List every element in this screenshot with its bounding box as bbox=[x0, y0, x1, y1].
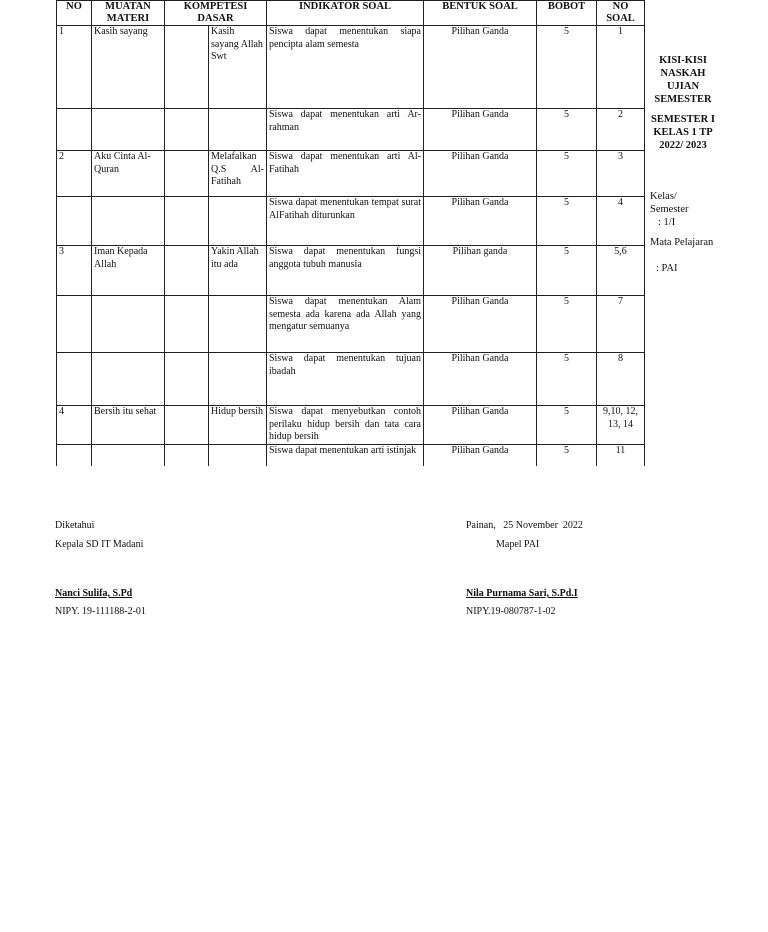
cell-indikator: Siswa dapat menentukan arti Ar-rahman bbox=[267, 109, 424, 151]
cell-muatan bbox=[92, 353, 165, 406]
cell-muatan bbox=[92, 197, 165, 246]
cell-muatan: Iman Kepada Allah bbox=[92, 246, 165, 296]
cell-bentuk: Pilihan Ganda bbox=[424, 406, 537, 445]
cell-nosoal: 3 bbox=[597, 151, 645, 197]
cell-indikator: Siswa dapat menyebutkan contoh perilaku hidup bersih dan tata cara hidup bersih bbox=[267, 406, 424, 445]
cell-no bbox=[57, 109, 92, 151]
cell-bobot: 5 bbox=[537, 246, 597, 296]
cell-bentuk: Pilihan Ganda bbox=[424, 296, 537, 353]
cell-no bbox=[57, 296, 92, 353]
cell-nosoal: 11 bbox=[597, 444, 645, 484]
cell-bentuk: Pilihan Ganda bbox=[424, 151, 537, 197]
page-cutoff bbox=[50, 466, 670, 506]
cell-kompetensi: Hidup bersih bbox=[209, 406, 267, 445]
cell-indikator: Siswa dapat menentukan siapa pencipta alam semesta bbox=[267, 26, 424, 109]
cell-no: 2 bbox=[57, 151, 92, 197]
cell-nosoal: 9,10, 12, 13, 14 bbox=[597, 406, 645, 445]
place-date: Painan, 25 November 2022 bbox=[466, 520, 583, 531]
cell-nosoal: 1 bbox=[597, 26, 645, 109]
cell-empty bbox=[165, 406, 209, 445]
table-row bbox=[57, 109, 645, 151]
cell-kompetensi: Yakin Allah itu ada bbox=[209, 246, 267, 296]
cell-nosoal: 2 bbox=[597, 109, 645, 151]
header-row bbox=[57, 1, 645, 26]
cell-muatan: Aku Cinta Al-Quran bbox=[92, 151, 165, 197]
cell-indikator: Siswa dapat menentukan arti Al-Fatihah bbox=[267, 151, 424, 197]
cell-muatan bbox=[92, 109, 165, 151]
cell-bentuk: Pilihan Ganda bbox=[424, 109, 537, 151]
cell-muatan bbox=[92, 296, 165, 353]
table-row bbox=[57, 353, 645, 406]
teacher-name: Nila Purnama Sari, S.Pd.I bbox=[466, 588, 578, 599]
teacher-nip: NIPY.19-080787-1-02 bbox=[466, 606, 556, 617]
cell-no bbox=[57, 353, 92, 406]
cell-kompetensi bbox=[209, 197, 267, 246]
cell-indikator: Siswa dapat menentukan fungsi anggota tubuh manusia bbox=[267, 246, 424, 296]
cell-nosoal: 8 bbox=[597, 353, 645, 406]
principal-name: Nanci Sulifa, S.Pd bbox=[55, 588, 133, 599]
cell-no: 3 bbox=[57, 246, 92, 296]
cell-bentuk: Pilihan Ganda bbox=[424, 197, 537, 246]
cell-kompetensi: Melafalkan Q.S Al-Fatihah bbox=[209, 151, 267, 197]
header-bobot: BOBOT bbox=[537, 1, 597, 26]
cell-bobot: 5 bbox=[537, 109, 597, 151]
header-muatan: MUATAN MATERI bbox=[92, 1, 165, 26]
cell-bentuk: Pilihan Ganda bbox=[424, 26, 537, 109]
header-kompetensi: KOMPETESI DASAR bbox=[165, 1, 267, 26]
cell-kompetensi bbox=[209, 296, 267, 353]
cell-muatan: Kasih sayang bbox=[92, 26, 165, 109]
cell-bentuk: Pilihan ganda bbox=[424, 246, 537, 296]
cell-no: 1 bbox=[57, 26, 92, 109]
kisi-kisi-table bbox=[56, 0, 645, 485]
cell-bobot: 5 bbox=[537, 296, 597, 353]
cell-empty bbox=[165, 26, 209, 109]
cell-indikator: Siswa dapat menentukan tujuan ibadah bbox=[267, 353, 424, 406]
table-row bbox=[57, 246, 645, 296]
table-row bbox=[57, 406, 645, 445]
table-row bbox=[57, 151, 645, 197]
cell-nosoal: 7 bbox=[597, 296, 645, 353]
cell-empty bbox=[165, 109, 209, 151]
table-row bbox=[57, 296, 645, 353]
cell-indikator: Siswa dapat menentukan tempat surat AlFatihah diturunkan bbox=[267, 197, 424, 246]
table-row bbox=[57, 197, 645, 246]
header-bentuk: BENTUK SOAL bbox=[424, 1, 537, 26]
principal-nip: NIPY. 19-111188-2-01 bbox=[55, 606, 146, 617]
cell-kompetensi bbox=[209, 353, 267, 406]
cell-no: 4 bbox=[57, 406, 92, 445]
cell-kompetensi bbox=[209, 109, 267, 151]
principal-title: Kepala SD IT Madani bbox=[55, 539, 144, 550]
cell-indikator: Siswa dapat menentukan arti istinjak bbox=[267, 444, 424, 484]
cell-muatan: Bersih itu sehat bbox=[92, 406, 165, 445]
kelas-label: Kelas/ Semester bbox=[650, 191, 689, 215]
cell-kompetensi: Kasih sayang Allah Swt bbox=[209, 26, 267, 109]
cell-bobot: 5 bbox=[537, 353, 597, 406]
doc-title: KISI-KISI NASKAH UJIAN SEMESTER bbox=[654, 55, 712, 105]
teacher-title: Mapel PAI bbox=[496, 539, 540, 550]
table-row bbox=[57, 26, 645, 109]
cell-bobot: 5 bbox=[537, 406, 597, 445]
cell-empty bbox=[165, 296, 209, 353]
doc-semester: SEMESTER I KELAS 1 TP 2022/ 2023 bbox=[651, 114, 715, 151]
header-nosoal: NO SOAL bbox=[597, 1, 645, 26]
cell-nosoal: 5,6 bbox=[597, 246, 645, 296]
kelas-value: : 1/I bbox=[658, 217, 676, 228]
cell-bobot: 5 bbox=[537, 444, 597, 484]
cell-empty bbox=[165, 353, 209, 406]
cell-bobot: 5 bbox=[537, 197, 597, 246]
cell-indikator: Siswa dapat menentukan Alam semesta ada karena ada Allah yang mengatur semuanya bbox=[267, 296, 424, 353]
cell-empty bbox=[165, 151, 209, 197]
known-by-label: Diketahui bbox=[55, 520, 95, 531]
mapel-label: Mata Pelajaran bbox=[650, 237, 714, 248]
header-no: NO bbox=[57, 1, 92, 26]
cell-bobot: 5 bbox=[537, 151, 597, 197]
cell-nosoal: 4 bbox=[597, 197, 645, 246]
cell-bentuk: Pilihan Ganda bbox=[424, 444, 537, 484]
cell-no bbox=[57, 197, 92, 246]
cell-empty bbox=[165, 246, 209, 296]
header-indikator: INDIKATOR SOAL bbox=[267, 1, 424, 26]
cell-bentuk: Pilihan Ganda bbox=[424, 353, 537, 406]
cell-empty bbox=[165, 197, 209, 246]
cell-bobot: 5 bbox=[537, 26, 597, 109]
mapel-value: : PAI bbox=[656, 263, 678, 274]
